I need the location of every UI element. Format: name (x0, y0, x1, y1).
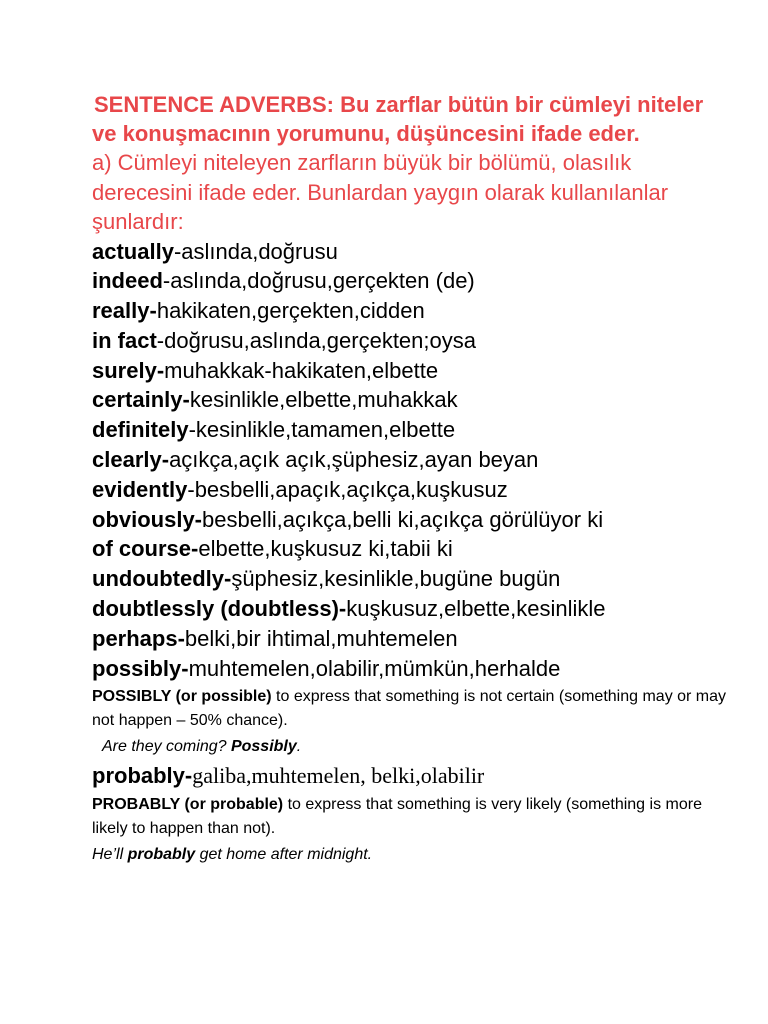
possibly-note-text: to express that something is not certain (something may or may not happen – 50% chance). (92, 688, 727, 730)
possibly-note (92, 685, 732, 733)
probably-example-after: get home after midnight. (195, 846, 373, 864)
possibly-example-question: Are they coming? (102, 738, 231, 756)
adverb-term: possibly- (92, 655, 189, 681)
adverb-meaning: belki,bir ihtimal,muhtemelen (184, 625, 458, 651)
probably-note (92, 793, 732, 841)
adverb-entry-evidently (92, 475, 732, 505)
adverb-meaning: muhakkak-hakikaten,elbette (164, 357, 439, 383)
adverb-term: certainly- (92, 387, 190, 413)
adverb-entry-doubtlessly (92, 594, 732, 624)
adverb-term: of course- (92, 536, 199, 562)
adverb-term: actually (92, 238, 174, 264)
adverb-meaning: hakikaten,gerçekten,cidden (156, 298, 425, 324)
heading-text: Bu zarflar bütün bir cümleyi niteler ve konuşmacının yorumunu, düşüncesini ifade eder. (92, 92, 704, 146)
adverb-entry-probably (92, 761, 732, 791)
section-heading (92, 90, 732, 148)
adverb-entry-actually (92, 237, 732, 267)
document-body (92, 90, 732, 869)
probably-example-highlight: probably (127, 846, 196, 864)
adverb-meaning: galiba,muhtemelen, belki,olabilir (192, 763, 485, 789)
adverb-term: evidently (92, 476, 188, 502)
adverb-meaning: -aslında,doğrusu,gerçekten (de) (162, 268, 475, 294)
probably-example (92, 841, 732, 869)
adverb-term: surely- (92, 357, 165, 383)
adverb-entry-surely (92, 356, 732, 386)
adverb-meaning: muhtemelen,olabilir,mümkün,herhalde (188, 655, 561, 681)
adverb-term: probably- (92, 763, 193, 789)
adverb-list (92, 237, 732, 684)
adverb-term: clearly- (92, 447, 170, 473)
possibly-example-answer: Possibly (230, 738, 297, 756)
possibly-example (92, 733, 732, 761)
adverb-entry-clearly (92, 445, 732, 475)
adverb-entry-indeed (92, 266, 732, 296)
adverb-term: doubtlessly (doubtless)- (92, 596, 347, 622)
probably-note-term: PROBABLY (or probable) (92, 796, 284, 814)
adverb-entry-perhaps (92, 624, 732, 654)
adverb-term: indeed (92, 268, 163, 294)
adverb-meaning: elbette,kuşkusuz ki,tabii ki (198, 536, 453, 562)
probably-note-text: to express that something is very likely (something is more likely to happen than not). (92, 796, 702, 838)
adverb-entry-in-fact (92, 326, 732, 356)
adverb-term: undoubtedly- (92, 566, 232, 592)
adverb-term: obviously- (92, 506, 203, 532)
adverb-meaning: açıkça,açık açık,şüphesiz,ayan beyan (169, 447, 539, 473)
intro-paragraph: a) Cümleyi niteleyen zarfların büyük bir bölümü, olasılık derecesini ifade eder. Bunlardan yaygın olarak kullanılanlar şunlardır: (92, 150, 669, 234)
adverb-term: really- (92, 298, 157, 324)
heading-label: SENTENCE ADVERBS: (94, 92, 334, 117)
adverb-term: definitely (92, 417, 189, 443)
adverb-meaning: -kesinlikle,tamamen,elbette (188, 417, 456, 443)
adverb-entry-really (92, 296, 732, 326)
adverb-meaning: -aslında,doğrusu (173, 238, 338, 264)
adverb-entry-possibly (92, 654, 732, 684)
adverb-meaning: kesinlikle,elbette,muhakkak (189, 387, 458, 413)
adverb-meaning: kuşkusuz,elbette,kesinlikle (346, 596, 606, 622)
probably-example-before: He’ll (92, 846, 128, 864)
adverb-meaning: -doğrusu,aslında,gerçekten;oysa (156, 327, 476, 353)
adverb-term: in fact (92, 327, 157, 353)
adverb-meaning: şüphesiz,kesinlikle,bugüne bugün (231, 566, 561, 592)
possibly-note-term: POSSIBLY (or possible) (92, 688, 272, 706)
possibly-example-end: . (296, 738, 302, 756)
adverb-entry-certainly (92, 385, 732, 415)
adverb-entry-of-course (92, 534, 732, 564)
adverb-meaning: besbelli,açıkça,belli ki,açıkça görülüyor ki (202, 506, 604, 532)
adverb-term: perhaps- (92, 625, 185, 651)
adverb-entry-definitely (92, 415, 732, 445)
adverb-entry-obviously (92, 505, 732, 535)
adverb-meaning: -besbelli,apaçık,açıkça,kuşkusuz (187, 476, 508, 502)
adverb-entry-undoubtedly (92, 564, 732, 594)
